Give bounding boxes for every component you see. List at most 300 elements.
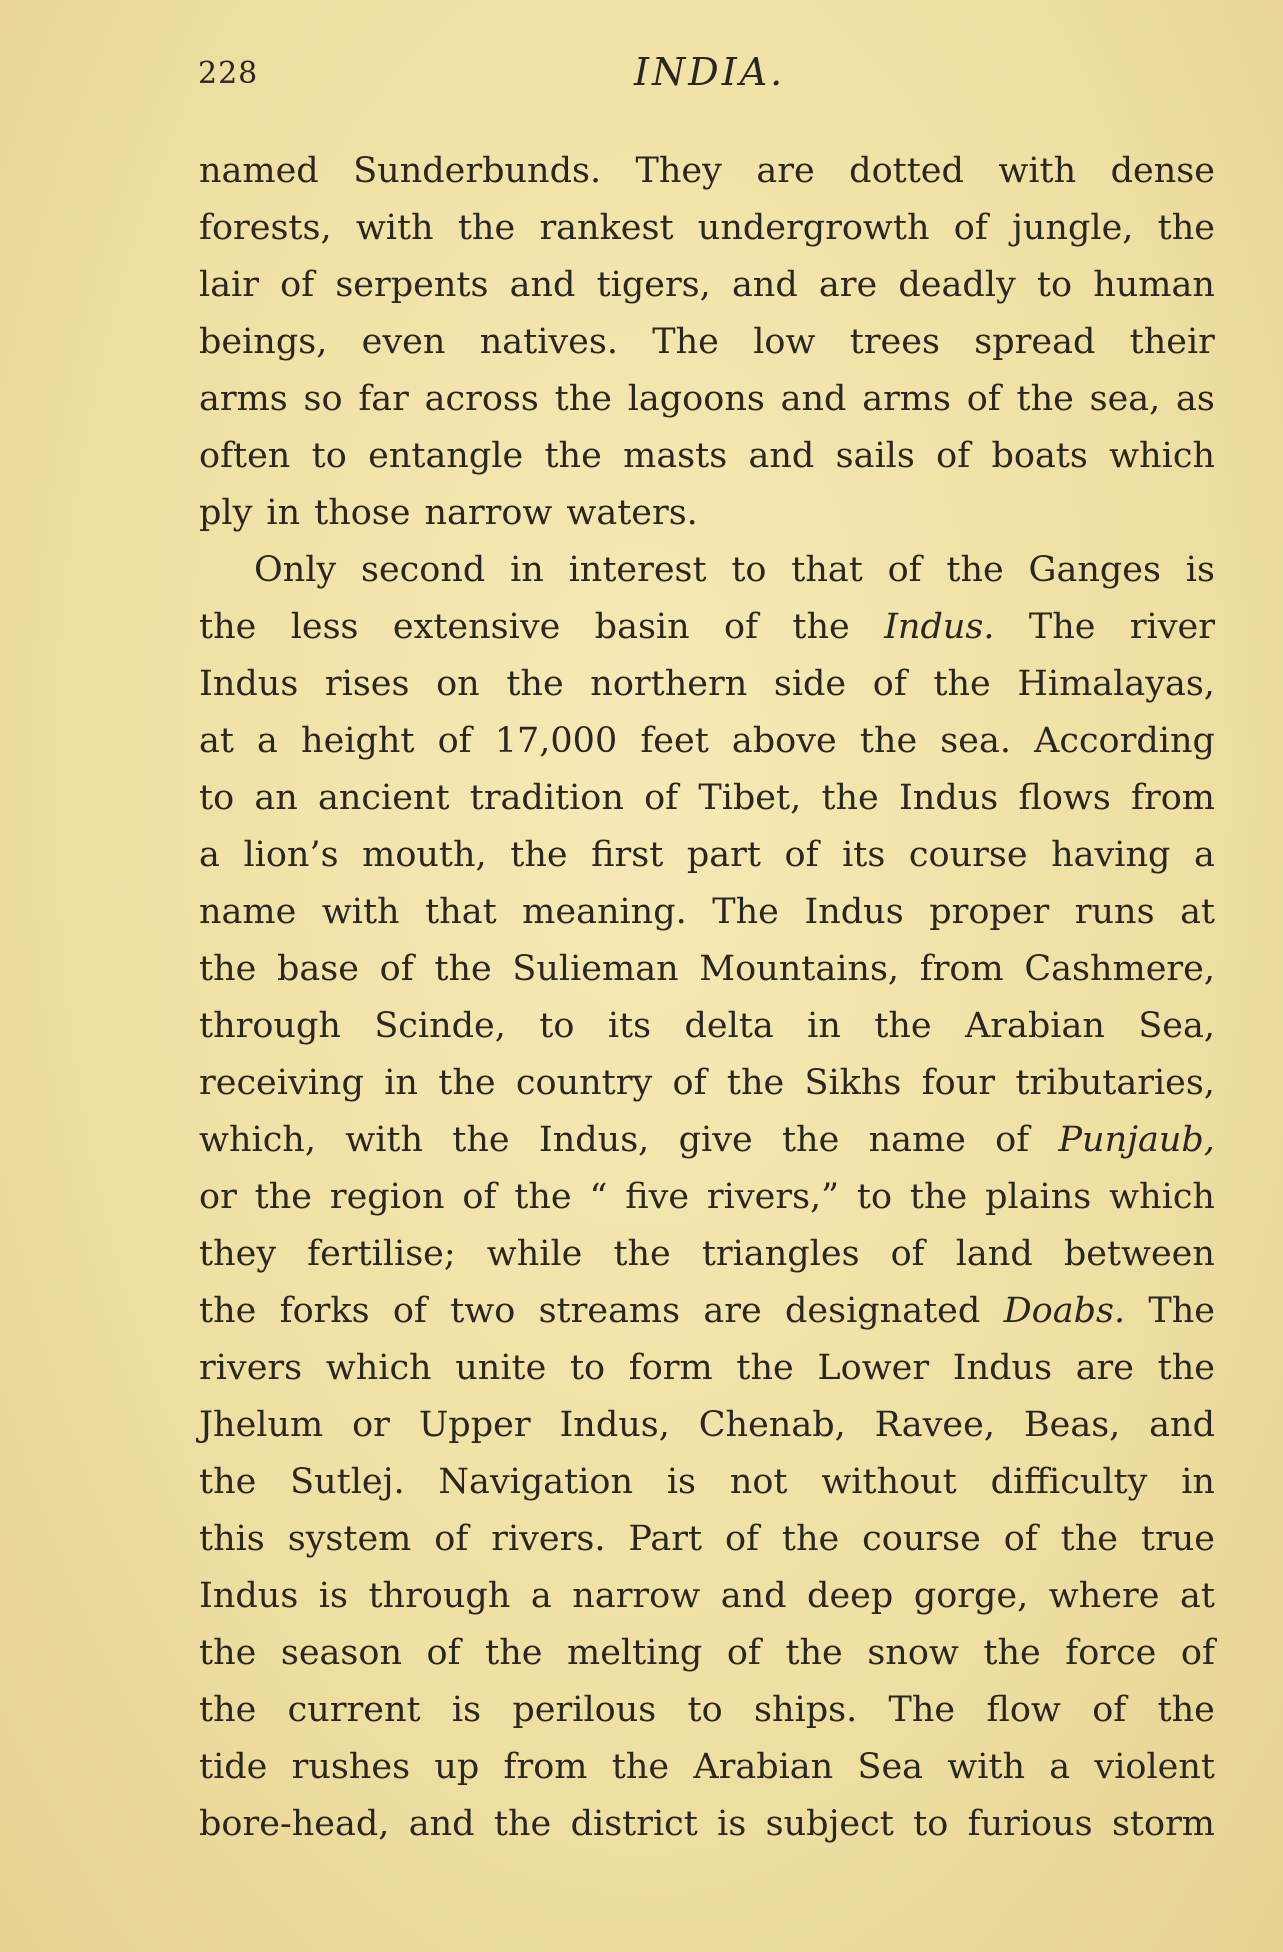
word: course	[862, 1519, 981, 1559]
word: human	[1093, 265, 1215, 305]
word: base	[277, 949, 359, 989]
word: the	[199, 607, 257, 647]
word: difficulty	[990, 1462, 1148, 1502]
word: 17,000	[494, 721, 618, 761]
word: course	[908, 835, 1028, 875]
text-line	[199, 1169, 1215, 1226]
word: Navigation	[438, 1462, 634, 1502]
word: as	[1176, 379, 1215, 419]
word: The	[888, 1690, 956, 1730]
word: triangles	[701, 1234, 860, 1274]
word: or	[352, 1405, 390, 1445]
word: tributaries,	[1015, 1063, 1215, 1103]
word: with	[947, 1747, 1026, 1787]
word: often	[199, 436, 291, 476]
text-line	[199, 485, 1215, 542]
word: up	[434, 1747, 480, 1787]
word: to	[1036, 265, 1073, 305]
word: According	[1034, 721, 1215, 761]
word: feet	[640, 721, 709, 761]
text-line	[199, 1226, 1215, 1283]
word: give	[678, 1120, 753, 1160]
word: Tibet,	[698, 778, 802, 818]
word: the	[1157, 1690, 1215, 1730]
word: to	[856, 1177, 893, 1217]
word: tide	[199, 1747, 268, 1787]
word: above	[731, 721, 837, 761]
word: of	[872, 664, 907, 704]
word: The	[652, 322, 719, 362]
body-text	[199, 143, 1215, 1853]
word: system	[287, 1519, 412, 1559]
text-line	[199, 200, 1215, 257]
word: its	[607, 1006, 652, 1046]
word: Sulieman	[512, 949, 679, 989]
word: the	[983, 1633, 1041, 1673]
word: jungle,	[1012, 208, 1134, 248]
word: Ganges	[1028, 550, 1161, 590]
word: the	[859, 721, 918, 761]
word: its	[842, 835, 886, 875]
word: Doabs.	[1003, 1291, 1126, 1331]
text-line	[199, 314, 1215, 371]
word: with	[355, 208, 434, 248]
word: of	[953, 208, 988, 248]
word: that	[791, 550, 863, 590]
word: extensive	[392, 607, 561, 647]
word: to	[687, 1690, 723, 1730]
word: not	[729, 1462, 788, 1502]
word: flow	[986, 1690, 1061, 1730]
word: receiving	[199, 1063, 364, 1103]
word: to	[199, 778, 235, 818]
word: in	[1181, 1462, 1215, 1502]
text-line	[199, 770, 1215, 827]
word: low	[753, 322, 816, 362]
word: boats	[991, 436, 1088, 476]
word: of	[280, 265, 315, 305]
word: of	[1180, 1633, 1215, 1673]
word: even	[361, 322, 446, 362]
word: Beas,	[1023, 1405, 1121, 1445]
text-line	[199, 1511, 1215, 1568]
word: streams	[538, 1291, 681, 1331]
word: snow	[867, 1633, 959, 1673]
word: lion’s	[243, 835, 339, 875]
word: the	[1016, 379, 1074, 419]
word: the	[452, 1120, 510, 1160]
word: of	[379, 949, 414, 989]
word: rushes	[291, 1747, 411, 1787]
word: Sea	[857, 1747, 924, 1787]
word: season	[280, 1633, 402, 1673]
word: height	[301, 721, 415, 761]
word: the	[438, 1063, 496, 1103]
word: the	[611, 1747, 670, 1787]
word: of	[434, 1519, 469, 1559]
word: Upper	[418, 1405, 531, 1445]
word: The	[1028, 607, 1096, 647]
word: they	[199, 1234, 277, 1274]
word: the	[946, 550, 1004, 590]
word: and	[731, 265, 798, 305]
word: to	[913, 1804, 949, 1844]
word: through	[368, 1576, 511, 1616]
word: natives.	[479, 322, 618, 362]
word: which	[1109, 436, 1215, 476]
word: Part	[628, 1519, 703, 1559]
word: that	[425, 892, 497, 932]
word: Indus,	[559, 1405, 670, 1445]
word: side	[773, 664, 847, 704]
word: without	[821, 1462, 957, 1502]
word: between	[1063, 1234, 1215, 1274]
word: in	[266, 493, 301, 533]
word: far	[358, 379, 409, 419]
word: and	[408, 1804, 475, 1844]
word: trees	[849, 322, 940, 362]
word: from	[1131, 778, 1215, 818]
word: violent	[1094, 1747, 1215, 1787]
word: the	[736, 1348, 794, 1388]
word: first	[591, 835, 664, 875]
word: rivers,”	[706, 1177, 840, 1217]
word: serpents	[335, 265, 489, 305]
word: of	[784, 835, 819, 875]
word: part	[686, 835, 761, 875]
text-line	[199, 656, 1215, 713]
word: of	[995, 1120, 1030, 1160]
word: less	[290, 607, 359, 647]
word: of	[1092, 1690, 1127, 1730]
word: flows	[1018, 778, 1111, 818]
word: across	[424, 379, 539, 419]
text-line	[199, 1796, 1215, 1853]
word: and	[720, 1576, 787, 1616]
word: country	[515, 1063, 653, 1103]
word: of	[966, 379, 1001, 419]
word: Arabian	[965, 1006, 1105, 1046]
word: Himalayas,	[1017, 664, 1215, 704]
text-line	[199, 1397, 1215, 1454]
word: gorge,	[913, 1576, 1029, 1616]
text-line	[199, 542, 1215, 599]
word: and	[780, 379, 847, 419]
word: sea.	[940, 721, 1011, 761]
word: Sea,	[1138, 1006, 1215, 1046]
word: unite	[455, 1348, 547, 1388]
page-header	[198, 50, 1218, 96]
word: the	[493, 1804, 552, 1844]
word: waters.	[566, 493, 698, 533]
text-line	[199, 1739, 1215, 1796]
word: of	[392, 1291, 427, 1331]
word: in	[807, 1006, 841, 1046]
word: lagoons	[627, 379, 765, 419]
text-line	[199, 1112, 1215, 1169]
word: on	[436, 664, 480, 704]
text-line	[199, 1625, 1215, 1682]
text-line	[199, 1454, 1215, 1511]
word: the	[821, 778, 879, 818]
word: of	[644, 778, 679, 818]
word: deadly	[898, 265, 1016, 305]
word: designated	[785, 1291, 981, 1331]
word: are	[703, 1291, 762, 1331]
word: the	[785, 1633, 843, 1673]
word: region	[329, 1177, 445, 1217]
word: of	[1003, 1519, 1038, 1559]
word: of	[437, 721, 472, 761]
word: the	[506, 664, 564, 704]
text-line	[199, 713, 1215, 770]
word: Sunderbunds.	[353, 151, 602, 191]
word: sails	[835, 436, 915, 476]
word: from	[503, 1747, 588, 1787]
word: the	[1060, 1519, 1118, 1559]
word: Cashmere,	[1024, 949, 1215, 989]
word: to	[731, 550, 767, 590]
word: the	[1157, 208, 1215, 248]
word: Sutlej.	[290, 1462, 405, 1502]
page-number: 228	[198, 56, 259, 91]
word: northern	[590, 664, 748, 704]
word: river	[1129, 607, 1215, 647]
word: forks	[279, 1291, 370, 1331]
word: ancient	[318, 778, 450, 818]
word: second	[360, 550, 486, 590]
word: the	[909, 1177, 968, 1217]
word: meaning.	[522, 892, 687, 932]
word: current	[287, 1690, 421, 1730]
text-line	[199, 599, 1215, 656]
word: entangle	[368, 436, 524, 476]
word: sea,	[1089, 379, 1161, 419]
word: the	[544, 436, 602, 476]
word: lair	[199, 265, 259, 305]
word: are	[818, 265, 878, 305]
word: of	[724, 1519, 759, 1559]
word: having	[1051, 835, 1171, 875]
text-line	[199, 1283, 1215, 1340]
word: in	[510, 550, 544, 590]
word: perilous	[512, 1690, 657, 1730]
word: to	[539, 1006, 575, 1046]
word: Indus	[199, 1576, 299, 1616]
word: delta	[684, 1006, 774, 1046]
word: to	[569, 1348, 606, 1388]
word: the	[874, 1006, 932, 1046]
word: Ravee,	[874, 1405, 995, 1445]
word: spread	[974, 322, 1096, 362]
word: force	[1065, 1633, 1157, 1673]
word: form	[628, 1348, 713, 1388]
word: of	[724, 607, 759, 647]
word: the	[199, 949, 257, 989]
word: those	[314, 493, 411, 533]
text-line	[199, 371, 1215, 428]
word: furious	[967, 1804, 1093, 1844]
word: masts	[623, 436, 728, 476]
word: their	[1129, 322, 1215, 362]
word: the	[199, 1633, 257, 1673]
word: the	[554, 379, 612, 419]
word: proper	[929, 892, 1050, 932]
word: forests,	[199, 208, 332, 248]
word: the	[792, 607, 850, 647]
word: melting	[567, 1633, 703, 1673]
word: rankest	[539, 208, 674, 248]
word: Indus,	[538, 1120, 650, 1160]
word: from	[919, 949, 1004, 989]
word: through	[199, 1006, 341, 1046]
word: is	[1185, 550, 1215, 590]
word: narrow	[424, 493, 553, 533]
word: the	[199, 1291, 257, 1331]
word: are	[1075, 1348, 1134, 1388]
word: of	[936, 436, 971, 476]
word: the	[434, 949, 492, 989]
word: Punjaub,	[1058, 1120, 1215, 1160]
text-line	[199, 143, 1215, 200]
word: Chenab,	[698, 1405, 846, 1445]
word: of	[426, 1633, 461, 1673]
word: “	[589, 1177, 608, 1217]
word: a	[199, 835, 220, 875]
word: the	[457, 208, 516, 248]
word: in	[384, 1063, 418, 1103]
word: The	[712, 892, 779, 932]
word: Arabian	[693, 1747, 834, 1787]
word: They	[635, 151, 722, 191]
word: two	[450, 1291, 516, 1331]
word: at	[199, 721, 234, 761]
word: which,	[199, 1120, 316, 1160]
word: tradition	[469, 778, 624, 818]
word: the	[613, 1234, 671, 1274]
word: this	[199, 1519, 265, 1559]
word: at	[1180, 892, 1215, 932]
word: district	[570, 1804, 698, 1844]
word: is	[717, 1804, 747, 1844]
word: the	[781, 1519, 840, 1559]
word: and	[1149, 1405, 1215, 1445]
word: land	[955, 1234, 1033, 1274]
text-line	[199, 827, 1215, 884]
word: the	[510, 835, 568, 875]
word: are	[756, 151, 815, 191]
word: of	[672, 1063, 707, 1103]
word: arms	[862, 379, 951, 419]
word: Indus.	[884, 607, 995, 647]
text-line	[199, 428, 1215, 485]
word: with	[345, 1120, 424, 1160]
word: four	[921, 1063, 996, 1103]
text-line	[199, 1055, 1215, 1112]
word: name	[199, 892, 297, 932]
word: a	[1194, 835, 1215, 875]
word: at	[1179, 1576, 1215, 1616]
text-line	[199, 998, 1215, 1055]
word: of	[726, 1633, 761, 1673]
word: rivers.	[491, 1519, 606, 1559]
word: basin	[594, 607, 690, 647]
word: Sikhs	[804, 1063, 902, 1103]
word: arms	[199, 379, 288, 419]
word: ships.	[754, 1690, 858, 1730]
word: an	[254, 778, 298, 818]
word: five	[625, 1177, 690, 1217]
word: beings,	[199, 322, 328, 362]
text-line	[199, 257, 1215, 314]
text-line	[199, 941, 1215, 998]
word: Indus	[804, 892, 904, 932]
word: Scinde,	[374, 1006, 506, 1046]
word: mouth,	[362, 835, 487, 875]
word: a	[257, 721, 278, 761]
word: dotted	[849, 151, 964, 191]
text-line	[199, 1682, 1215, 1739]
word: The	[1148, 1291, 1215, 1331]
word: Indus	[898, 778, 999, 818]
text-line	[199, 1568, 1215, 1625]
word: of	[462, 1177, 497, 1217]
word: the	[726, 1063, 785, 1103]
word: and	[748, 436, 815, 476]
word: narrow	[572, 1576, 701, 1616]
word: undergrowth	[697, 208, 930, 248]
word: the	[1157, 1348, 1215, 1388]
word: ply	[199, 493, 253, 533]
word: rivers	[199, 1348, 303, 1388]
word: dense	[1110, 151, 1215, 191]
word: plains	[985, 1177, 1092, 1217]
word: so	[303, 379, 343, 419]
word: which	[325, 1348, 432, 1388]
word: subject	[765, 1804, 894, 1844]
word: a	[530, 1576, 552, 1616]
word: Jhelum	[199, 1405, 324, 1445]
word: deep	[807, 1576, 894, 1616]
word: rises	[324, 664, 410, 704]
word: name	[868, 1120, 966, 1160]
word: tigers,	[596, 265, 711, 305]
word: of	[890, 1234, 925, 1274]
word: Mountains,	[699, 949, 900, 989]
word: runs	[1074, 892, 1155, 932]
word: the	[199, 1462, 257, 1502]
word: the	[933, 664, 991, 704]
word: bore-head,	[199, 1804, 390, 1844]
word: with	[998, 151, 1077, 191]
word: which	[1109, 1177, 1215, 1217]
word: of	[887, 550, 922, 590]
word: a	[1049, 1747, 1071, 1787]
word: is	[451, 1690, 482, 1730]
running-head: INDIA.	[634, 50, 786, 94]
word: Lower	[817, 1348, 930, 1388]
word: Indus	[199, 664, 299, 704]
word: fertilise;	[307, 1234, 456, 1274]
word: the	[254, 1177, 312, 1217]
word: the	[485, 1633, 543, 1673]
word: with	[321, 892, 400, 932]
word: named	[199, 151, 319, 191]
word: the	[781, 1120, 840, 1160]
word: the	[199, 1690, 257, 1730]
word: while	[486, 1234, 583, 1274]
text-line	[199, 884, 1215, 941]
